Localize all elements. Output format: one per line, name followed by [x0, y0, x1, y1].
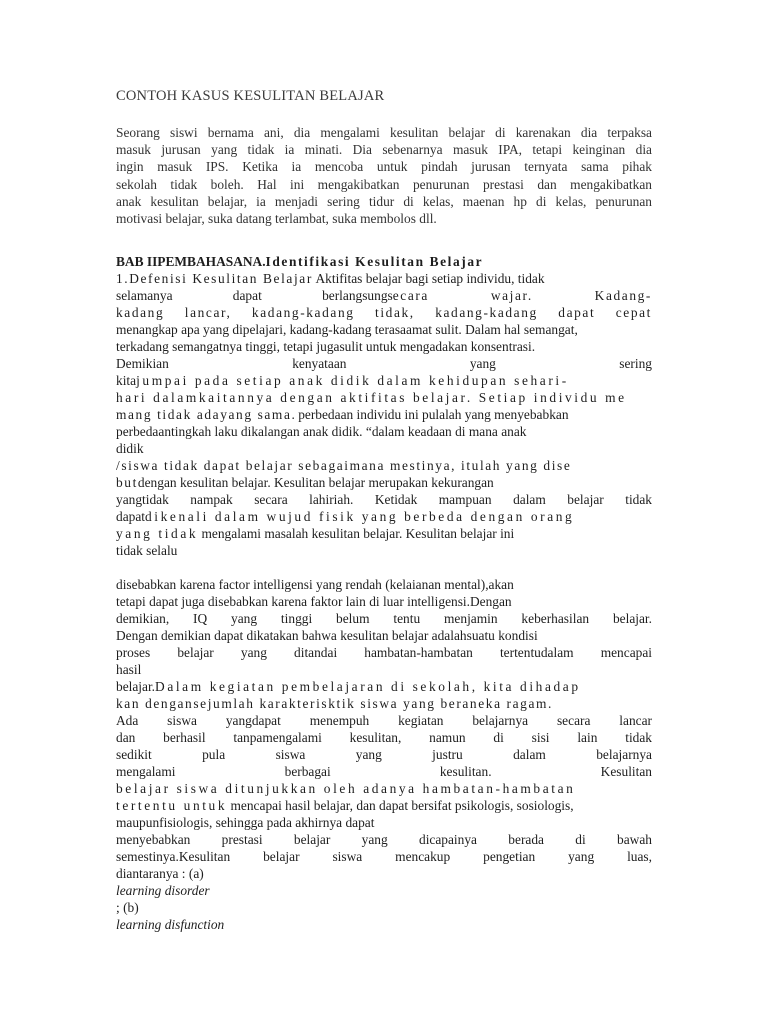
- body-text-spaced: 1.Defenisi Kesulitan Belajar: [116, 271, 313, 287]
- body-text-spaced: Dalam kegiatan pembelajaran di sekolah, kita dihadap: [155, 679, 581, 695]
- body-line: diantaranya : (a): [116, 866, 204, 882]
- intro-paragraph: [116, 124, 652, 227]
- body-line: [116, 406, 652, 423]
- body-line: [116, 372, 652, 389]
- body-text-spaced: mang tidak adayang sama: [116, 407, 292, 423]
- body-line-term: learning disorder: [116, 883, 210, 899]
- body-line-term: learning disfunction: [116, 917, 225, 933]
- body-line: disebabkan karena factor intelligensi yang rendah (kelaianan mental),akan: [116, 577, 514, 593]
- body-line: yangtidak nampak secara lahiriah. Ketidak mampuan dalam belajar tidak: [116, 492, 652, 508]
- body-line: perbedaantingkah laku dikalangan anak didik. “dalam keadaan di mana anak: [116, 424, 527, 440]
- body-line: [116, 270, 652, 287]
- body-line: Ada siswa yangdapat menempuh kegiatan belajarnya secara lancar: [116, 713, 652, 729]
- body-text-spaced: tertentu untuk: [116, 798, 228, 814]
- body-line: kadang lancar, kadang-kadang tidak, kadang-kadang dapat cepat: [116, 305, 652, 321]
- body-line: ; (b): [116, 900, 139, 916]
- body-text: dapat: [116, 509, 145, 525]
- body-line: dan berhasil tanpamengalami kesulitan, namun di sisi lain tidak: [116, 730, 652, 746]
- body-line: menyebabkan prestasi belajar yang dicapainya berada di bawah: [116, 832, 652, 848]
- body-line: didik: [116, 441, 144, 457]
- body-line: demikian, IQ yang tinggi belum tentu menjamin keberhasilan belajar.: [116, 611, 652, 627]
- body-line: proses belajar yang ditandai hambatan-hambatan tertentudalam mencapai: [116, 645, 652, 661]
- body-text: selamanya dapat berlangsungs: [116, 288, 393, 304]
- intro-line: ingin masuk IPS. Ketika ia mencoba untuk pindah jurusan ternyata sama pihak: [116, 159, 652, 175]
- body-text-spaced: but: [116, 475, 138, 491]
- body-line: [116, 287, 652, 304]
- body-text: kita: [116, 373, 137, 389]
- body-line: Demikian kenyataan yang sering: [116, 356, 652, 372]
- paragraph-gap: [116, 559, 652, 576]
- body-line: /siswa tidak dapat belajar sebagaimana mestinya, itulah yang dise: [116, 458, 572, 474]
- body-text: mencapai hasil belajar, dan dapat bersifat psikologis, sosiologis,: [227, 798, 574, 814]
- body-line: [116, 525, 652, 542]
- body-text: dengan kesulitan belajar. Kesulitan belajar merupakan kekurangan: [137, 475, 494, 491]
- body-line: [116, 508, 652, 525]
- intro-line: motivasi belajar, suka datang terlambat, suka membolos dll.: [116, 211, 437, 227]
- chapter-heading-bab: BAB IIPEMBAHASANA.: [116, 254, 266, 270]
- chapter-body: [116, 253, 652, 933]
- body-line: [116, 474, 652, 491]
- body-text-spaced: jumpai pada setiap anak didik dalam kehidupan sehari-: [136, 373, 569, 389]
- body-line: Dengan demikian dapat dikatakan bahwa kesulitan belajar adalahsuatu kondisi: [116, 628, 538, 644]
- intro-line: masuk jurusan yang tidak ia minati. Dia sebenarnya masuk IPA, tetapi keinginan dia: [116, 142, 652, 158]
- body-text-spaced: ecara wajar. Kadang-: [392, 288, 652, 304]
- body-line: tetapi dapat juga disebabkan karena faktor lain di luar intelligensi.Dengan: [116, 594, 512, 610]
- intro-line: Seorang siswi bernama ani, dia mengalami kesulitan belajar di karenakan dia terpaksa: [116, 125, 652, 140]
- intro-line: sekolah tidak boleh. Hal ini mengakibatkan penurunan prestasi dan mengakibatkan: [116, 176, 652, 192]
- document-title: CONTOH KASUS KESULITAN BELAJAR: [116, 88, 385, 104]
- body-line: [116, 797, 652, 814]
- body-line: kan dengansejumlah karakterisktik siswa yang beraneka ragam.: [116, 696, 553, 712]
- intro-line: anak kesulitan belajar, ia menjadi sering tidur di kelas, maenan hp di kelas, penurunan: [116, 193, 652, 209]
- body-line: belajar siswa ditunjukkan oleh adanya hambatan-hambatan: [116, 781, 576, 797]
- body-text: Aktifitas belajar bagi setiap individu, tidak: [312, 271, 545, 287]
- body-line: maupunfisiologis, sehingga pada akhirnya dapat: [116, 815, 375, 831]
- document-page: [116, 88, 652, 933]
- body-text: . perbedaan individu ini pulalah yang menyebabkan: [291, 407, 569, 423]
- body-line: terkadang semangatnya tinggi, tetapi jugasulit untuk mengadakan konsentrasi.: [116, 339, 536, 355]
- body-line: [116, 678, 652, 695]
- body-line: sedikit pula siswa yang justru dalam belajarnya: [116, 747, 652, 763]
- body-line: hasil: [116, 662, 142, 678]
- body-line: semestinya.Kesulitan belajar siswa mencakup pengetian yang luas,: [116, 849, 652, 865]
- body-line: mengalami berbagai kesulitan. Kesulitan: [116, 764, 652, 780]
- body-text: mengalami masalah kesulitan belajar. Kesulitan belajar ini: [198, 526, 515, 542]
- body-text-spaced: dikenali dalam wujud fisik yang berbeda dengan orang: [145, 509, 575, 525]
- body-line: hari dalamkaitannya dengan aktifitas belajar. Setiap individu me: [116, 390, 627, 406]
- body-text-spaced: yang tidak: [116, 526, 199, 542]
- body-text: belajar.: [116, 679, 156, 695]
- chapter-heading: [116, 253, 652, 270]
- body-line: tidak selalu: [116, 543, 178, 559]
- body-line: menangkap apa yang dipelajari, kadang-kadang terasaamat sulit. Dalam hal semangat,: [116, 322, 578, 338]
- chapter-heading-sub: Identifikasi Kesulitan Belajar: [265, 254, 484, 270]
